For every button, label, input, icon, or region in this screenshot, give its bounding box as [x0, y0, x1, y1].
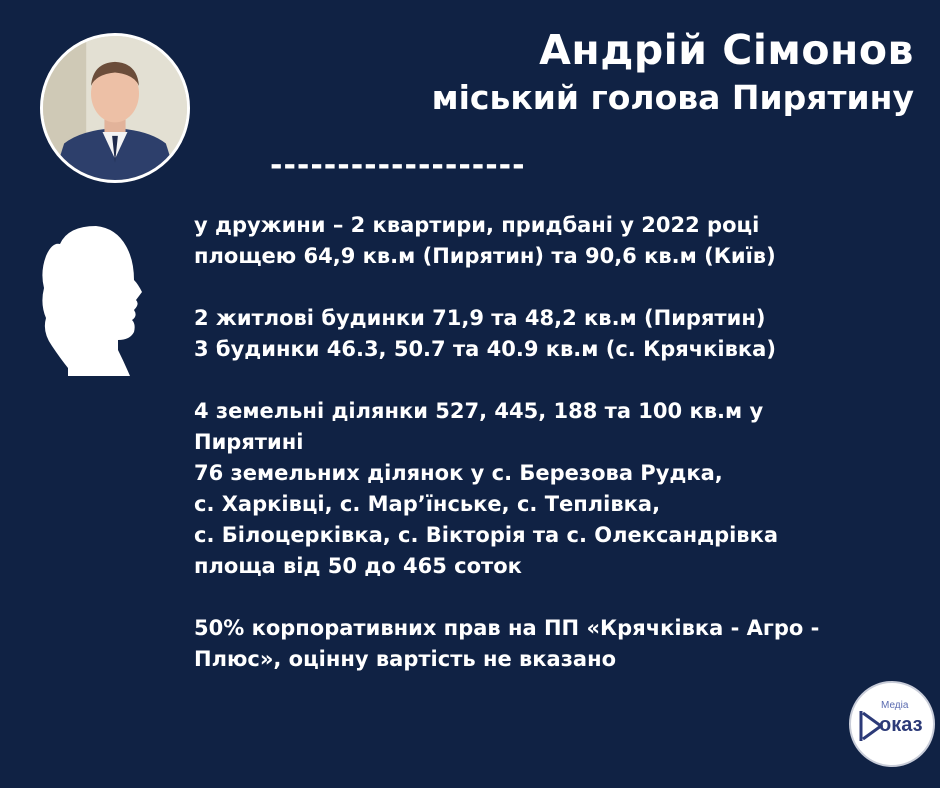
text-line: 3 будинки 46.3, 50.7 та 40.9 кв.м (с. Крячківка) [194, 337, 776, 361]
text-line: 4 земельні ділянки 527, 445, 188 та 100 кв.м у [194, 399, 764, 423]
woman-silhouette-icon [38, 222, 158, 380]
text-line: Плюс», оцінну вартість не вказано [194, 647, 617, 671]
text-line: с. Харківці, с. Мар’їнське, с. Теплівка, [194, 492, 661, 516]
text-line: с. Білоцерківка, с. Вікторія та с. Олександрівка [194, 523, 779, 547]
logo-big-text: оказ [879, 714, 923, 736]
divider: ------------------- [270, 148, 526, 183]
media-logo [849, 681, 935, 767]
text-line: 50% корпоративних прав на ПП «Крячківка - Агро - [194, 616, 820, 640]
text-line: Пирятині [194, 430, 304, 454]
paragraph-corporate [194, 613, 894, 675]
paragraph-land [194, 396, 894, 582]
avatar [40, 33, 190, 183]
person-role: міський голова Пирятину [431, 78, 914, 117]
text-line: площею 64,9 кв.м (Пирятин) та 90,6 кв.м (Київ) [194, 244, 776, 268]
person-name: Андрій Сімонов [539, 26, 914, 74]
paragraph-apartments [194, 210, 894, 272]
logo-small-text: Медіа [881, 700, 909, 711]
text-line: площа від 50 до 465 соток [194, 554, 522, 578]
text-line: у дружини – 2 квартири, придбані у 2022 році [194, 213, 760, 237]
text-line: 76 земельних ділянок у с. Березова Рудка, [194, 461, 723, 485]
text-line: 2 житлові будинки 71,9 та 48,2 кв.м (Пирятин) [194, 306, 766, 330]
property-declaration [194, 210, 894, 706]
paragraph-houses [194, 303, 894, 365]
person-photo-icon [43, 36, 187, 180]
